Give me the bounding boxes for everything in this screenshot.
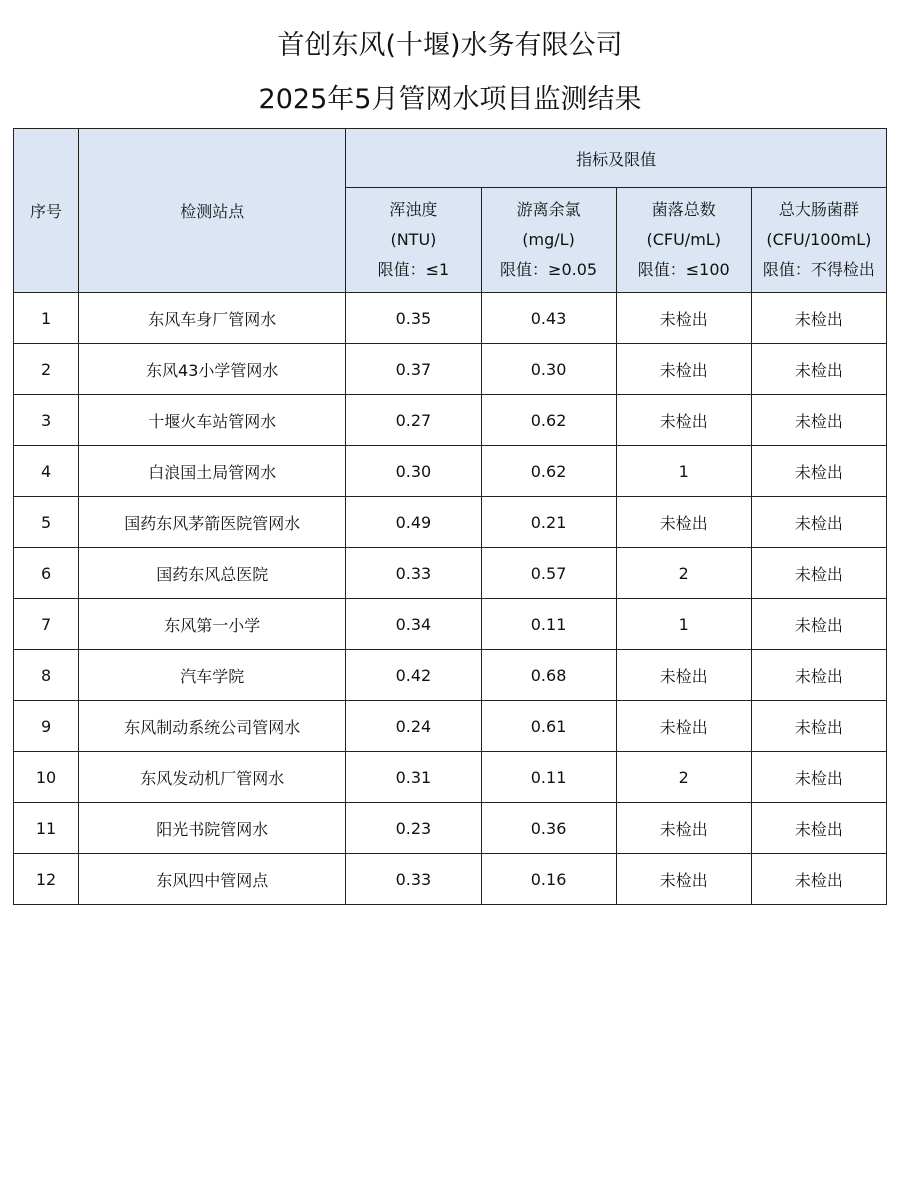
cell-total-coliform: 未检出 (751, 650, 886, 701)
cell-site: 东风四中管网点 (79, 854, 346, 905)
header-seq: 序号 (14, 129, 79, 293)
cell-seq: 1 (14, 293, 79, 344)
indicator-unit: (mg/L) (522, 230, 575, 249)
cell-total-coliform: 未检出 (751, 497, 886, 548)
cell-total-coliform: 未检出 (751, 599, 886, 650)
cell-colony-count: 未检出 (616, 497, 751, 548)
table-row (14, 599, 887, 650)
header-free-chlorine (481, 188, 616, 293)
cell-colony-count: 未检出 (616, 803, 751, 854)
cell-free-chlorine: 0.62 (481, 446, 616, 497)
header-total-coliform (751, 188, 886, 293)
cell-turbidity: 0.49 (346, 497, 481, 548)
cell-colony-count: 未检出 (616, 395, 751, 446)
cell-turbidity: 0.31 (346, 752, 481, 803)
indicator-name: 浑浊度 (389, 200, 438, 219)
cell-free-chlorine: 0.68 (481, 650, 616, 701)
cell-free-chlorine: 0.11 (481, 752, 616, 803)
table-row (14, 293, 887, 344)
cell-colony-count: 未检出 (616, 650, 751, 701)
cell-turbidity: 0.27 (346, 395, 481, 446)
cell-colony-count: 未检出 (616, 854, 751, 905)
indicator-name: 总大肠菌群 (778, 200, 859, 219)
cell-turbidity: 0.23 (346, 803, 481, 854)
header-turbidity (346, 188, 481, 293)
cell-site: 东风43小学管网水 (79, 344, 346, 395)
cell-turbidity: 0.42 (346, 650, 481, 701)
indicator-limit: 限值：不得检出 (762, 260, 875, 279)
cell-total-coliform: 未检出 (751, 752, 886, 803)
cell-seq: 2 (14, 344, 79, 395)
cell-site: 国药东风茅箭医院管网水 (79, 497, 346, 548)
cell-colony-count: 未检出 (616, 293, 751, 344)
cell-free-chlorine: 0.57 (481, 548, 616, 599)
indicator-unit: (CFU/mL) (646, 230, 721, 249)
cell-free-chlorine: 0.16 (481, 854, 616, 905)
cell-colony-count: 未检出 (616, 344, 751, 395)
table-row (14, 548, 887, 599)
table-row (14, 395, 887, 446)
results-table (13, 128, 887, 905)
cell-turbidity: 0.34 (346, 599, 481, 650)
indicator-limit: 限值：≤1 (377, 260, 450, 279)
cell-total-coliform: 未检出 (751, 293, 886, 344)
cell-seq: 5 (14, 497, 79, 548)
table-row (14, 344, 887, 395)
table-row (14, 446, 887, 497)
table-row (14, 854, 887, 905)
header-colony-count (616, 188, 751, 293)
cell-total-coliform: 未检出 (751, 344, 886, 395)
cell-site: 白浪国土局管网水 (79, 446, 346, 497)
cell-site: 十堰火车站管网水 (79, 395, 346, 446)
cell-colony-count: 未检出 (616, 701, 751, 752)
indicator-limit: 限值：≥0.05 (500, 260, 598, 279)
cell-site: 汽车学院 (79, 650, 346, 701)
cell-total-coliform: 未检出 (751, 395, 886, 446)
cell-site: 阳光书院管网水 (79, 803, 346, 854)
cell-total-coliform: 未检出 (751, 548, 886, 599)
cell-free-chlorine: 0.36 (481, 803, 616, 854)
cell-total-coliform: 未检出 (751, 446, 886, 497)
indicator-name: 菌落总数 (651, 200, 716, 219)
cell-seq: 3 (14, 395, 79, 446)
cell-turbidity: 0.33 (346, 854, 481, 905)
indicator-limit: 限值：≤100 (637, 260, 730, 279)
cell-turbidity: 0.24 (346, 701, 481, 752)
cell-total-coliform: 未检出 (751, 854, 886, 905)
cell-free-chlorine: 0.11 (481, 599, 616, 650)
table-row (14, 803, 887, 854)
cell-site: 东风车身厂管网水 (79, 293, 346, 344)
table-row (14, 497, 887, 548)
page-subtitle: 2025年5月管网水项目监测结果 (258, 84, 642, 115)
cell-total-coliform: 未检出 (751, 803, 886, 854)
cell-seq: 7 (14, 599, 79, 650)
cell-seq: 11 (14, 803, 79, 854)
header-site: 检测站点 (79, 129, 346, 293)
cell-colony-count: 2 (616, 548, 751, 599)
cell-free-chlorine: 0.61 (481, 701, 616, 752)
page-title: 首创东风(十堰)水务有限公司 (277, 30, 623, 61)
cell-seq: 10 (14, 752, 79, 803)
cell-colony-count: 1 (616, 446, 751, 497)
header-indicator-group: 指标及限值 (346, 129, 887, 188)
cell-site: 东风第一小学 (79, 599, 346, 650)
cell-site: 东风制动系统公司管网水 (79, 701, 346, 752)
results-body (14, 293, 887, 905)
cell-free-chlorine: 0.43 (481, 293, 616, 344)
cell-turbidity: 0.33 (346, 548, 481, 599)
cell-site: 国药东风总医院 (79, 548, 346, 599)
table-row (14, 752, 887, 803)
cell-turbidity: 0.37 (346, 344, 481, 395)
table-row (14, 701, 887, 752)
cell-site: 东风发动机厂管网水 (79, 752, 346, 803)
cell-seq: 4 (14, 446, 79, 497)
cell-turbidity: 0.35 (346, 293, 481, 344)
indicator-name: 游离余氯 (516, 200, 581, 219)
cell-colony-count: 1 (616, 599, 751, 650)
cell-colony-count: 2 (616, 752, 751, 803)
cell-free-chlorine: 0.30 (481, 344, 616, 395)
cell-seq: 12 (14, 854, 79, 905)
cell-free-chlorine: 0.62 (481, 395, 616, 446)
cell-seq: 8 (14, 650, 79, 701)
table-row (14, 650, 887, 701)
cell-seq: 6 (14, 548, 79, 599)
indicator-unit: (CFU/100mL) (766, 230, 872, 249)
cell-free-chlorine: 0.21 (481, 497, 616, 548)
cell-seq: 9 (14, 701, 79, 752)
indicator-unit: (NTU) (390, 230, 437, 249)
cell-turbidity: 0.30 (346, 446, 481, 497)
cell-total-coliform: 未检出 (751, 701, 886, 752)
